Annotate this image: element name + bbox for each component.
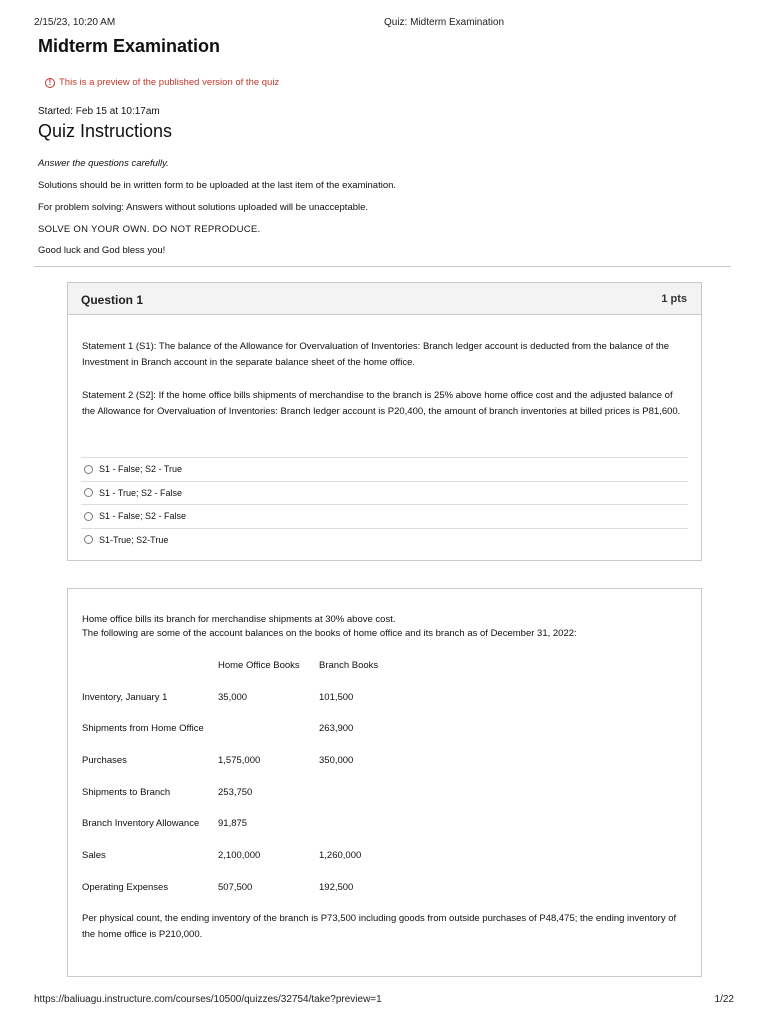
answer-label: S1 - False; S2 - True bbox=[99, 464, 183, 475]
table-cell: 507,500 bbox=[218, 882, 253, 893]
instructions-title: Quiz Instructions bbox=[38, 121, 173, 141]
table-cell: Sales bbox=[82, 850, 106, 861]
radio-button[interactable] bbox=[84, 488, 93, 497]
table-cell: 101,500 bbox=[319, 692, 354, 703]
table-cell: 1,575,000 bbox=[218, 755, 261, 766]
table-cell: 91,875 bbox=[218, 818, 248, 829]
answer-label: S1 - False; S2 - False bbox=[99, 511, 187, 522]
table-cell: 253,750 bbox=[218, 787, 253, 798]
question-outro: Per physical count, the ending inventory of the branch is P73,500 including goods from outside purchases of P48,475; the ending inventory of the home office is P210,000. bbox=[82, 913, 677, 940]
preview-notice-text: This is a preview of the published version of the quiz bbox=[59, 77, 280, 88]
print-doc-title: Quiz: Midterm Examination bbox=[384, 17, 505, 28]
answer-list bbox=[81, 457, 688, 551]
page-number: 1/22 bbox=[714, 994, 734, 1005]
statement-1: Statement 1 (S1): The balance of the Allowance for Overvaluation of Inventories: Branch ledger account is deducted from the balance of the Investment in Branch account in the separate balance sheet of the home office. bbox=[82, 341, 670, 368]
table-header: Branch Books bbox=[319, 660, 379, 671]
answer-label: S1-True; S2-True bbox=[99, 534, 169, 545]
table-header: Home Office Books bbox=[218, 660, 300, 671]
table-cell: 263,900 bbox=[319, 723, 354, 734]
table-cell: 35,000 bbox=[218, 692, 248, 703]
table-cell: Shipments to Branch bbox=[82, 787, 171, 798]
instruction-line: Good luck and God bless you! bbox=[38, 245, 166, 256]
started-time: Started: Feb 15 at 10:17am bbox=[38, 106, 160, 117]
question-1-card bbox=[67, 282, 702, 561]
intro-line: The following are some of the account balances on the books of home office and its branch as of December 31, 2022: bbox=[82, 628, 577, 639]
preview-notice bbox=[45, 77, 279, 88]
page-title: Midterm Examination bbox=[38, 36, 221, 56]
table-cell: Inventory, January 1 bbox=[82, 692, 168, 703]
table-cell: Purchases bbox=[82, 755, 127, 766]
answer-option[interactable] bbox=[81, 457, 688, 481]
print-datetime: 2/15/23, 10:20 AM bbox=[34, 17, 116, 28]
table-cell: 1,260,000 bbox=[319, 850, 362, 861]
instruction-line: SOLVE ON YOUR OWN. DO NOT REPRODUCE. bbox=[38, 224, 261, 235]
statement-2: Statement 2 (S2]: If the home office bills shipments of merchandise to the branch is 25% above home office cost and the adjusted balance of the Allowance for Overvaluation of Inventories: Branch ledger account is P20,400, the amount of branch inventories at billed prices is P81,600. bbox=[82, 390, 681, 417]
answer-option[interactable] bbox=[81, 528, 688, 552]
answer-option[interactable] bbox=[81, 481, 688, 505]
question-points: 1 pts bbox=[661, 293, 687, 305]
radio-button[interactable] bbox=[84, 535, 93, 544]
table-cell: Shipments from Home Office bbox=[82, 723, 204, 734]
answer-option[interactable] bbox=[81, 504, 688, 528]
question-2-card bbox=[67, 588, 702, 977]
question-title: Question 1 bbox=[81, 293, 144, 307]
print-header bbox=[34, 17, 734, 31]
instruction-line: Solutions should be in written form to be uploaded at the last item of the examination. bbox=[38, 180, 397, 191]
radio-button[interactable] bbox=[84, 465, 93, 474]
table-cell: Branch Inventory Allowance bbox=[82, 818, 200, 829]
warning-circle-icon: ! bbox=[45, 78, 55, 88]
question-header bbox=[68, 283, 701, 315]
instruction-line: Answer the questions carefully. bbox=[38, 158, 169, 169]
table-cell: 350,000 bbox=[319, 755, 354, 766]
print-url: https://baliuagu.instructure.com/courses/10500/quizzes/32754/take?preview=1 bbox=[34, 994, 382, 1005]
instruction-line: For problem solving: Answers without solutions uploaded will be unacceptable. bbox=[38, 202, 369, 213]
table-cell: 2,100,000 bbox=[218, 850, 261, 861]
intro-line: Home office bills its branch for merchandise shipments at 30% above cost. bbox=[82, 614, 396, 625]
divider bbox=[34, 266, 731, 267]
question-intro bbox=[82, 613, 577, 641]
answer-label: S1 - True; S2 - False bbox=[99, 487, 183, 498]
table-cell: Operating Expenses bbox=[82, 882, 169, 893]
table-cell: 192,500 bbox=[319, 882, 354, 893]
print-footer bbox=[34, 994, 734, 1008]
radio-button[interactable] bbox=[84, 512, 93, 521]
